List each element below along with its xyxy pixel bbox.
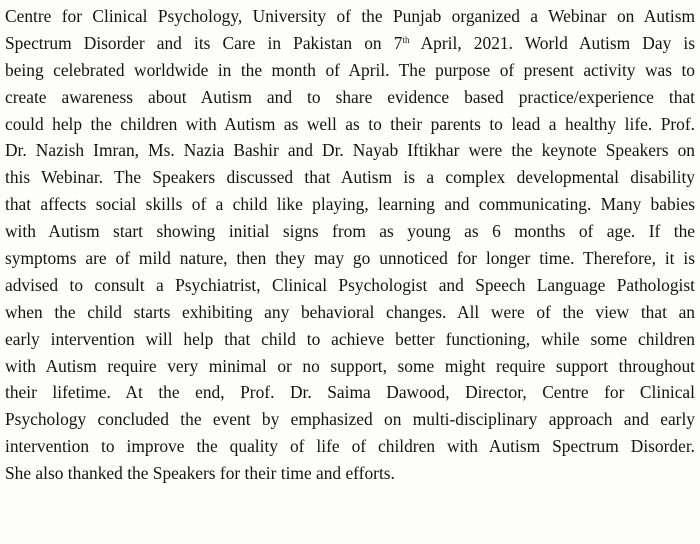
line-2-text-end: April, 2021. World Autism Day is	[409, 32, 695, 53]
paragraph-line-15: their lifetime. At the end, Prof. Dr. Saima Dawood, Director, Centre for Clinical	[5, 382, 695, 403]
paragraph-line-1: Centre for Clinical Psychology, University of the Punjab organized a Webinar on Autism	[5, 6, 695, 26]
paragraph-line-6: Dr. Nazish Imran, Ms. Nazia Bashir and Dr. Nayab Iftikhar were the keynote Speakers on	[5, 140, 695, 161]
paragraph-line-11: advised to consult a Psychiatrist, Clinical Psychologist and Speech Language Pathologist	[5, 274, 695, 295]
paragraph-line-16: Psychology concluded the event by emphasized on multi-disciplinary approach and early	[5, 409, 695, 430]
paragraph-line-5: could help the children with Autism as well as to their parents to lead a healthy life. Prof.	[5, 113, 695, 134]
paragraph-line-3: being celebrated worldwide in the month of April. The purpose of present activity was to	[5, 59, 695, 80]
body-paragraph	[5, 3, 695, 487]
paragraph-line-4: create awareness about Autism and to share evidence based practice/experience that	[5, 86, 695, 107]
paragraph-line-7: this Webinar. The Speakers discussed that Autism is a complex developmental disability	[5, 167, 695, 188]
paragraph-line-10: symptoms are of mild nature, then they may go unnoticed for longer time. Therefore, it is	[5, 248, 695, 269]
paragraph-line-14: with Autism require very minimal or no support, some might require support throughout	[5, 355, 695, 376]
paragraph-line-12: when the child starts exhibiting any behavioral changes. All were of the view that an	[5, 301, 695, 322]
paragraph-line-17: intervention to improve the quality of life of children with Autism Spectrum Disorder.	[5, 436, 695, 457]
date-ordinal-superscript: th	[402, 34, 410, 45]
paragraph-line-2	[5, 30, 695, 57]
paragraph-line-9: with Autism start showing initial signs from as young as 6 months of age. If the	[5, 221, 695, 242]
paragraph-line-18: She also thanked the Speakers for their time and efforts.	[5, 463, 395, 484]
paragraph-line-13: early intervention will help that child to achieve better functioning, while some children	[5, 328, 695, 349]
line-2-text-start: Spectrum Disorder and its Care in Pakistan on 7	[5, 32, 403, 53]
paragraph-line-8: that affects social skills of a child like playing, learning and communicating. Many babies	[5, 194, 695, 215]
